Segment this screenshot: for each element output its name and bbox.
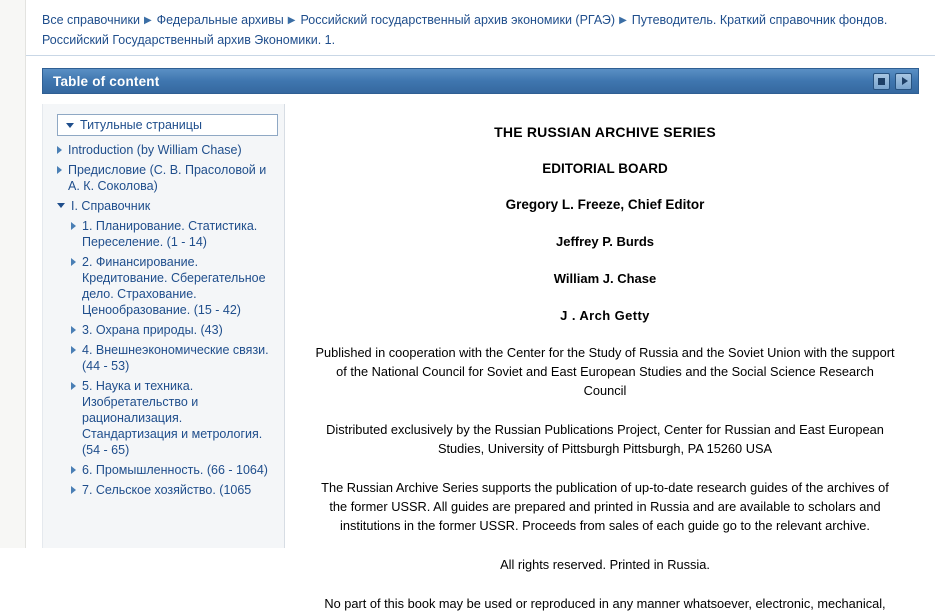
toc-selected-item[interactable] bbox=[57, 114, 278, 136]
table-of-content-header bbox=[42, 68, 919, 94]
breadcrumb-item-3[interactable]: Путеводитель. Краткий справочник фондов. Российский Государственный архив Экономики. 1. bbox=[42, 13, 888, 47]
left-rail bbox=[0, 0, 26, 548]
chevron-right-icon bbox=[71, 326, 76, 334]
toc-item-label: Предисловие (С. В. Прасоловой и А. К. Соколова) bbox=[68, 163, 267, 193]
chevron-right-icon bbox=[71, 222, 76, 230]
document-paragraph-2: Distributed exclusively by the Russian Publications Project, Center for Russian and East European Studies, University of Pittsburgh Pittsburgh, PA 15260 USA bbox=[326, 422, 884, 456]
toc-item-section-6[interactable] bbox=[43, 460, 284, 480]
toc-item-label: 5. Наука и техника. Изобретательство и рационализация. Стандартизация и метрология. (54 - 65) bbox=[82, 379, 263, 457]
toc-item-preface[interactable] bbox=[43, 160, 284, 196]
chevron-right-icon bbox=[71, 346, 76, 354]
chevron-right-icon bbox=[71, 382, 76, 390]
stop-icon bbox=[878, 78, 885, 85]
document-title: THE RUSSIAN ARCHIVE SERIES bbox=[494, 124, 716, 140]
stop-button[interactable] bbox=[873, 73, 890, 90]
play-button[interactable] bbox=[895, 73, 912, 90]
toc-item-label: I. Справочник bbox=[71, 199, 151, 213]
toc-item-label: 4. Внешнеэкономические связи. (44 - 53) bbox=[82, 343, 269, 373]
toc-item-label: Introduction (by William Chase) bbox=[68, 143, 242, 157]
toc-selected-label: Титульные страницы bbox=[80, 118, 202, 132]
editor-getty: J . Arch Getty bbox=[560, 308, 650, 323]
breadcrumb bbox=[26, 0, 935, 56]
toc-item-label: 7. Сельское хозяйство. (1065 bbox=[82, 483, 252, 497]
chevron-down-icon bbox=[66, 123, 74, 128]
document-subtitle: EDITORIAL BOARD bbox=[542, 161, 668, 176]
editor-burds: Jeffrey P. Burds bbox=[555, 234, 655, 249]
toc-item-section-3[interactable] bbox=[43, 320, 284, 340]
chevron-right-icon bbox=[71, 486, 76, 494]
chevron-right-icon bbox=[71, 466, 76, 474]
toc-item-section-7[interactable] bbox=[43, 480, 284, 500]
toc-item-introduction[interactable] bbox=[43, 140, 284, 160]
toc-item-label: 3. Охрана природы. (43) bbox=[82, 323, 223, 337]
document-paragraph-1: Published in cooperation with the Center for the Study of Russia and the Soviet Union with the support of the National Council for Soviet and East European Studies and the Social Science Research Council bbox=[315, 345, 895, 398]
breadcrumb-item-2[interactable]: Российский государственный архив экономики (РГАЭ) bbox=[300, 13, 616, 27]
toc-list bbox=[43, 140, 284, 500]
editor-chase: William J. Chase bbox=[553, 271, 657, 286]
document-viewer bbox=[285, 104, 919, 611]
breadcrumb-item-1[interactable]: Федеральные архивы bbox=[156, 13, 284, 27]
breadcrumb-item-0[interactable]: Все справочники bbox=[42, 13, 140, 27]
toc-item-section-2[interactable] bbox=[43, 252, 284, 320]
main-split bbox=[42, 104, 919, 611]
breadcrumb-separator-icon: ▶ bbox=[619, 15, 627, 26]
toc-item-spravochnik[interactable] bbox=[43, 196, 284, 216]
editor-chief: Gregory L. Freeze, Chief Editor bbox=[505, 197, 705, 212]
toc-item-section-5[interactable] bbox=[43, 376, 284, 460]
chevron-down-icon bbox=[57, 203, 65, 208]
breadcrumb-separator-icon: ▶ bbox=[143, 15, 152, 26]
toc-item-section-4[interactable] bbox=[43, 340, 284, 376]
content-area bbox=[26, 0, 935, 611]
table-of-content-panel bbox=[42, 104, 285, 548]
document-paragraph-3: The Russian Archive Series supports the publication of up-to-date research guides of the archives of the former USSR. All guides are prepared and printed in Russia and are available to scholars and institutions in the former USSR. Proceeds from sales of each guide go to the relevant archive. bbox=[321, 480, 889, 533]
document-paragraph-4: All rights reserved. Printed in Russia. bbox=[500, 557, 710, 572]
toc-item-label: 6. Промышленность. (66 - 1064) bbox=[82, 463, 268, 477]
table-of-content-title: Table of content bbox=[53, 73, 160, 89]
toc-item-section-1[interactable] bbox=[43, 216, 284, 252]
chevron-right-icon bbox=[57, 146, 62, 154]
document-paragraph-5: No part of this book may be used or reproduced in any manner whatsoever, electronic, mechanical, bbox=[324, 596, 886, 611]
toc-item-label: 2. Финансирование. Кредитование. Сберегательное дело. Страхование. Ценообразование. (15 - 42) bbox=[82, 255, 266, 317]
chevron-right-icon bbox=[57, 166, 62, 174]
breadcrumb-separator-icon: ▶ bbox=[287, 15, 296, 26]
chevron-right-icon bbox=[71, 258, 76, 266]
toc-item-label: 1. Планирование. Статистика. Переселение. (1 - 14) bbox=[82, 219, 258, 249]
play-icon bbox=[902, 77, 908, 85]
